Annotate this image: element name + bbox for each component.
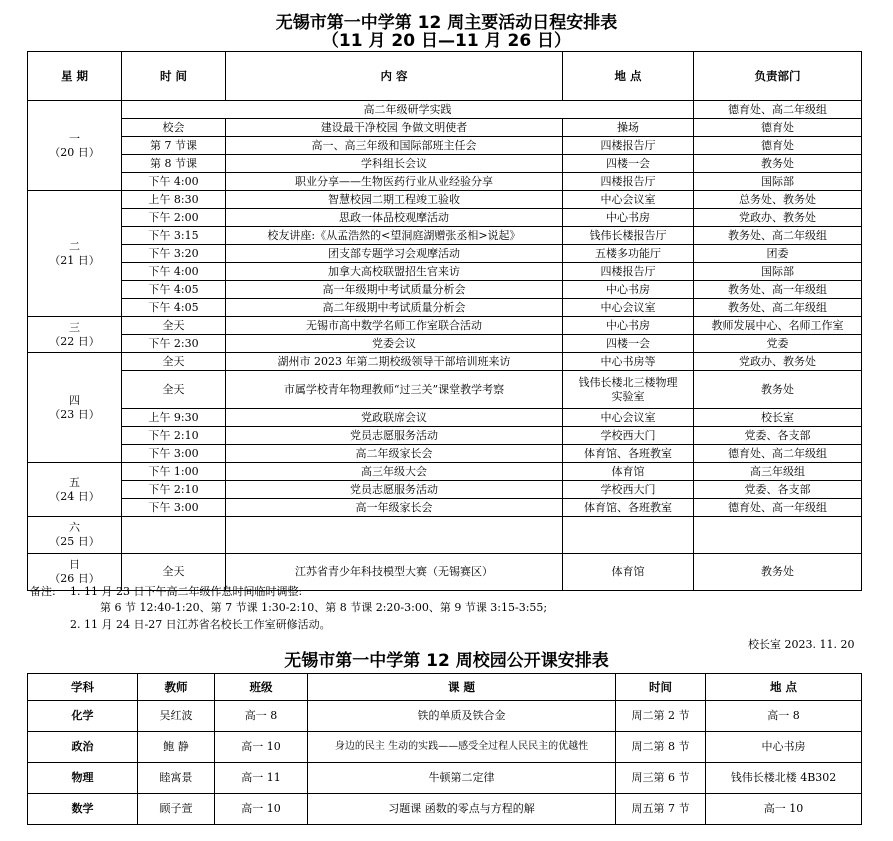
dept-cell: 教务处 bbox=[694, 155, 862, 173]
dept-cell: 高三年级组 bbox=[694, 463, 862, 481]
class-cell: 高一 11 bbox=[215, 763, 308, 794]
schedule-table bbox=[27, 51, 862, 591]
table-row bbox=[28, 763, 862, 794]
time-cell: 第 7 节课 bbox=[122, 137, 226, 155]
table-row bbox=[28, 732, 862, 763]
place-cell: 体育馆 bbox=[563, 463, 694, 481]
header-subject: 学科 bbox=[28, 674, 138, 701]
time-cell: 周三第 6 节 bbox=[616, 763, 706, 794]
header-teacher: 教师 bbox=[138, 674, 215, 701]
table-row bbox=[28, 794, 862, 825]
time-cell: 上午 9:30 bbox=[122, 409, 226, 427]
content-cell: 高一、高三年级和国际部班主任会 bbox=[226, 137, 563, 155]
teacher-cell: 吴红波 bbox=[138, 701, 215, 732]
table-row bbox=[28, 119, 862, 137]
content-cell bbox=[226, 517, 563, 554]
table-row bbox=[28, 191, 862, 209]
content-cell: 校友讲座:《从孟浩然的<望洞庭湖赠张丞相>说起》 bbox=[226, 227, 563, 245]
time-cell: 下午 4:05 bbox=[122, 281, 226, 299]
time-cell: 下午 2:10 bbox=[122, 481, 226, 499]
content-cell: 高三年级大会 bbox=[226, 463, 563, 481]
subject-cell: 物理 bbox=[28, 763, 138, 794]
table-row bbox=[28, 499, 862, 517]
time-cell: 下午 3:00 bbox=[122, 445, 226, 463]
dept-cell: 教务处、高二年级组 bbox=[694, 227, 862, 245]
topic-cell: 身边的民主 生动的实践——感受全过程人民民主的优越性 bbox=[308, 732, 616, 763]
place-cell: 中心书房等 bbox=[563, 353, 694, 371]
content-cell: 湖州市 2023 年第二期校级领导干部培训班来访 bbox=[226, 353, 563, 371]
place-cell bbox=[563, 517, 694, 554]
table-row bbox=[28, 445, 862, 463]
content-cell: 党员志愿服务活动 bbox=[226, 427, 563, 445]
dept-cell: 教师发展中心、名师工作室 bbox=[694, 317, 862, 335]
place-cell: 高一 8 bbox=[706, 701, 862, 732]
place-cell: 五楼多功能厅 bbox=[563, 245, 694, 263]
content-cell: 高二年级家长会 bbox=[226, 445, 563, 463]
table-row bbox=[28, 299, 862, 317]
content-cell: 思政一体品校观摩活动 bbox=[226, 209, 563, 227]
day-cell-thursday: 四 （23 日） bbox=[28, 353, 122, 463]
header-place: 地 点 bbox=[563, 52, 694, 101]
open-class-title: 无锡市第一中学第 12 周校园公开课安排表 bbox=[284, 651, 609, 671]
place-cell: 钱伟长楼北楼 4B302 bbox=[706, 763, 862, 794]
table-row bbox=[28, 137, 862, 155]
content-cell: 学科组长会议 bbox=[226, 155, 563, 173]
class-cell: 高一 10 bbox=[215, 732, 308, 763]
dept-cell: 教务处、高一年级组 bbox=[694, 281, 862, 299]
time-cell: 下午 3:00 bbox=[122, 499, 226, 517]
time-cell: 下午 3:20 bbox=[122, 245, 226, 263]
header-time: 时 间 bbox=[122, 52, 226, 101]
place-cell: 四楼一会 bbox=[563, 335, 694, 353]
content-cell: 党员志愿服务活动 bbox=[226, 481, 563, 499]
place-cell: 体育馆 bbox=[563, 554, 694, 591]
place-cell: 中心书房 bbox=[563, 209, 694, 227]
header-class: 班级 bbox=[215, 674, 308, 701]
content-cell: 智慧校园二期工程竣工验收 bbox=[226, 191, 563, 209]
header-time: 时间 bbox=[616, 674, 706, 701]
table-row bbox=[28, 227, 862, 245]
time-cell: 下午 2:10 bbox=[122, 427, 226, 445]
day-cell-sunday: 日 （26 日） bbox=[28, 554, 122, 591]
place-cell: 钱伟长楼北三楼物理实验室 bbox=[563, 371, 694, 409]
time-cell: 下午 2:00 bbox=[122, 209, 226, 227]
day-cell-monday: 一 （20 日） bbox=[28, 101, 122, 191]
day-cell-wednesday: 三 （22 日） bbox=[28, 317, 122, 353]
teacher-cell: 顾子萱 bbox=[138, 794, 215, 825]
place-cell: 中心会议室 bbox=[563, 191, 694, 209]
teacher-cell: 睦寓景 bbox=[138, 763, 215, 794]
time-cell: 下午 4:00 bbox=[122, 173, 226, 191]
open-header-row bbox=[28, 674, 862, 701]
topic-cell: 习题课 函数的零点与方程的解 bbox=[308, 794, 616, 825]
day-cell-tuesday: 二 （21 日） bbox=[28, 191, 122, 317]
table-row bbox=[28, 155, 862, 173]
class-cell: 高一 10 bbox=[215, 794, 308, 825]
content-cell: 无锡市高中数学名师工作室联合活动 bbox=[226, 317, 563, 335]
place-cell: 钱伟长楼报告厅 bbox=[563, 227, 694, 245]
table-row bbox=[28, 263, 862, 281]
time-cell: 下午 2:30 bbox=[122, 335, 226, 353]
day-cell-saturday: 六 （25 日） bbox=[28, 517, 122, 554]
time-cell: 全天 bbox=[122, 317, 226, 335]
content-cell: 江苏省青少年科技模型大赛（无锡赛区） bbox=[226, 554, 563, 591]
place-cell: 中心书房 bbox=[563, 281, 694, 299]
place-cell: 四楼报告厅 bbox=[563, 137, 694, 155]
dept-cell bbox=[694, 517, 862, 554]
dept-cell: 德育处、高二年级组 bbox=[694, 445, 862, 463]
subject-cell: 化学 bbox=[28, 701, 138, 732]
teacher-cell: 鲍 静 bbox=[138, 732, 215, 763]
table-row bbox=[28, 701, 862, 732]
schedule-header-row bbox=[28, 52, 862, 101]
dept-cell: 教务处、高二年级组 bbox=[694, 299, 862, 317]
dept-cell: 校长室 bbox=[694, 409, 862, 427]
subject-cell: 政治 bbox=[28, 732, 138, 763]
topic-cell: 铁的单质及铁合金 bbox=[308, 701, 616, 732]
place-cell: 四楼报告厅 bbox=[563, 263, 694, 281]
place-cell: 学校西大门 bbox=[563, 481, 694, 499]
time-cell: 第 8 节课 bbox=[122, 155, 226, 173]
time-cell: 下午 1:00 bbox=[122, 463, 226, 481]
dept-cell: 党委、各支部 bbox=[694, 427, 862, 445]
place-cell: 中心会议室 bbox=[563, 299, 694, 317]
content-cell: 团支部专题学习会观摩活动 bbox=[226, 245, 563, 263]
dept-cell: 党政办、教务处 bbox=[694, 353, 862, 371]
place-cell: 中心书房 bbox=[563, 317, 694, 335]
table-row bbox=[28, 481, 862, 499]
schedule-title: 无锡市第一中学第 12 周主要活动日程安排表 bbox=[275, 13, 618, 33]
table-row bbox=[28, 173, 862, 191]
time-cell: 校会 bbox=[122, 119, 226, 137]
table-row bbox=[28, 409, 862, 427]
content-cell: 党委会议 bbox=[226, 335, 563, 353]
table-row bbox=[28, 427, 862, 445]
content-cell: 高二年级研学实践 bbox=[122, 101, 694, 119]
note-line-2: 第 6 节 12:40-1:20、第 7 节课 1:30-2:10、第 8 节课 2:20-3:00、第 9 节课 3:15-3:55; bbox=[100, 601, 548, 614]
table-row bbox=[28, 281, 862, 299]
table-row bbox=[28, 317, 862, 335]
header-content: 内 容 bbox=[226, 52, 563, 101]
dept-cell: 国际部 bbox=[694, 173, 862, 191]
class-cell: 高一 8 bbox=[215, 701, 308, 732]
dept-cell: 总务处、教务处 bbox=[694, 191, 862, 209]
place-cell: 高一 10 bbox=[706, 794, 862, 825]
time-cell: 下午 3:15 bbox=[122, 227, 226, 245]
content-cell: 高二年级期中考试质量分析会 bbox=[226, 299, 563, 317]
content-cell: 党政联席会议 bbox=[226, 409, 563, 427]
topic-cell: 牛顿第二定律 bbox=[308, 763, 616, 794]
dept-cell: 教务处 bbox=[694, 371, 862, 409]
place-cell: 四楼一会 bbox=[563, 155, 694, 173]
header-week: 星 期 bbox=[28, 52, 122, 101]
time-cell: 全天 bbox=[122, 554, 226, 591]
time-cell: 下午 4:00 bbox=[122, 263, 226, 281]
place-cell: 操场 bbox=[563, 119, 694, 137]
dept-cell: 团委 bbox=[694, 245, 862, 263]
note-line-3: 2. 11 月 24 日-27 日江苏省名校长工作室研修活动。 bbox=[70, 618, 331, 631]
table-row bbox=[28, 371, 862, 409]
time-cell: 周二第 8 节 bbox=[616, 732, 706, 763]
open-class-table bbox=[27, 673, 862, 825]
dept-cell: 德育处 bbox=[694, 137, 862, 155]
content-cell: 高一年级家长会 bbox=[226, 499, 563, 517]
header-dept: 负责部门 bbox=[694, 52, 862, 101]
content-cell: 高一年级期中考试质量分析会 bbox=[226, 281, 563, 299]
dept-cell: 教务处 bbox=[694, 554, 862, 591]
time-cell: 全天 bbox=[122, 371, 226, 409]
table-row bbox=[28, 517, 862, 554]
day-cell-friday: 五 （24 日） bbox=[28, 463, 122, 517]
table-row bbox=[28, 463, 862, 481]
time-cell: 周五第 7 节 bbox=[616, 794, 706, 825]
time-cell: 下午 4:05 bbox=[122, 299, 226, 317]
place-cell: 四楼报告厅 bbox=[563, 173, 694, 191]
dept-cell: 党政办、教务处 bbox=[694, 209, 862, 227]
dept-cell: 德育处 bbox=[694, 119, 862, 137]
time-cell: 周二第 2 节 bbox=[616, 701, 706, 732]
notes-label: 备注: bbox=[30, 585, 56, 598]
signature: 校长室 2023. 11. 20 bbox=[748, 638, 855, 651]
time-cell: 全天 bbox=[122, 353, 226, 371]
place-cell: 学校西大门 bbox=[563, 427, 694, 445]
schedule-subtitle: （11 月 20 日—11 月 26 日） bbox=[321, 31, 572, 51]
place-cell: 中心会议室 bbox=[563, 409, 694, 427]
time-cell: 上午 8:30 bbox=[122, 191, 226, 209]
header-topic: 课 题 bbox=[308, 674, 616, 701]
table-row bbox=[28, 245, 862, 263]
dept-cell: 德育处、高一年级组 bbox=[694, 499, 862, 517]
content-cell: 加拿大高校联盟招生官来访 bbox=[226, 263, 563, 281]
dept-cell: 党委、各支部 bbox=[694, 481, 862, 499]
header-place: 地 点 bbox=[706, 674, 862, 701]
subject-cell: 数学 bbox=[28, 794, 138, 825]
note-line-1: 1. 11 月 23 日下午高二年级作息时间临时调整: bbox=[70, 585, 303, 598]
dept-cell: 德育处、高二年级组 bbox=[694, 101, 862, 119]
dept-cell: 党委 bbox=[694, 335, 862, 353]
place-cell: 体育馆、各班教室 bbox=[563, 445, 694, 463]
table-row bbox=[28, 209, 862, 227]
table-row bbox=[28, 335, 862, 353]
place-cell: 中心书房 bbox=[706, 732, 862, 763]
time-cell bbox=[122, 517, 226, 554]
content-cell: 职业分享——生物医药行业从业经验分享 bbox=[226, 173, 563, 191]
dept-cell: 国际部 bbox=[694, 263, 862, 281]
content-cell: 市属学校青年物理教师“过三关”课堂教学考察 bbox=[226, 371, 563, 409]
table-row bbox=[28, 101, 862, 119]
place-cell: 体育馆、各班教室 bbox=[563, 499, 694, 517]
table-row bbox=[28, 353, 862, 371]
content-cell: 建设最干净校园 争做文明使者 bbox=[226, 119, 563, 137]
